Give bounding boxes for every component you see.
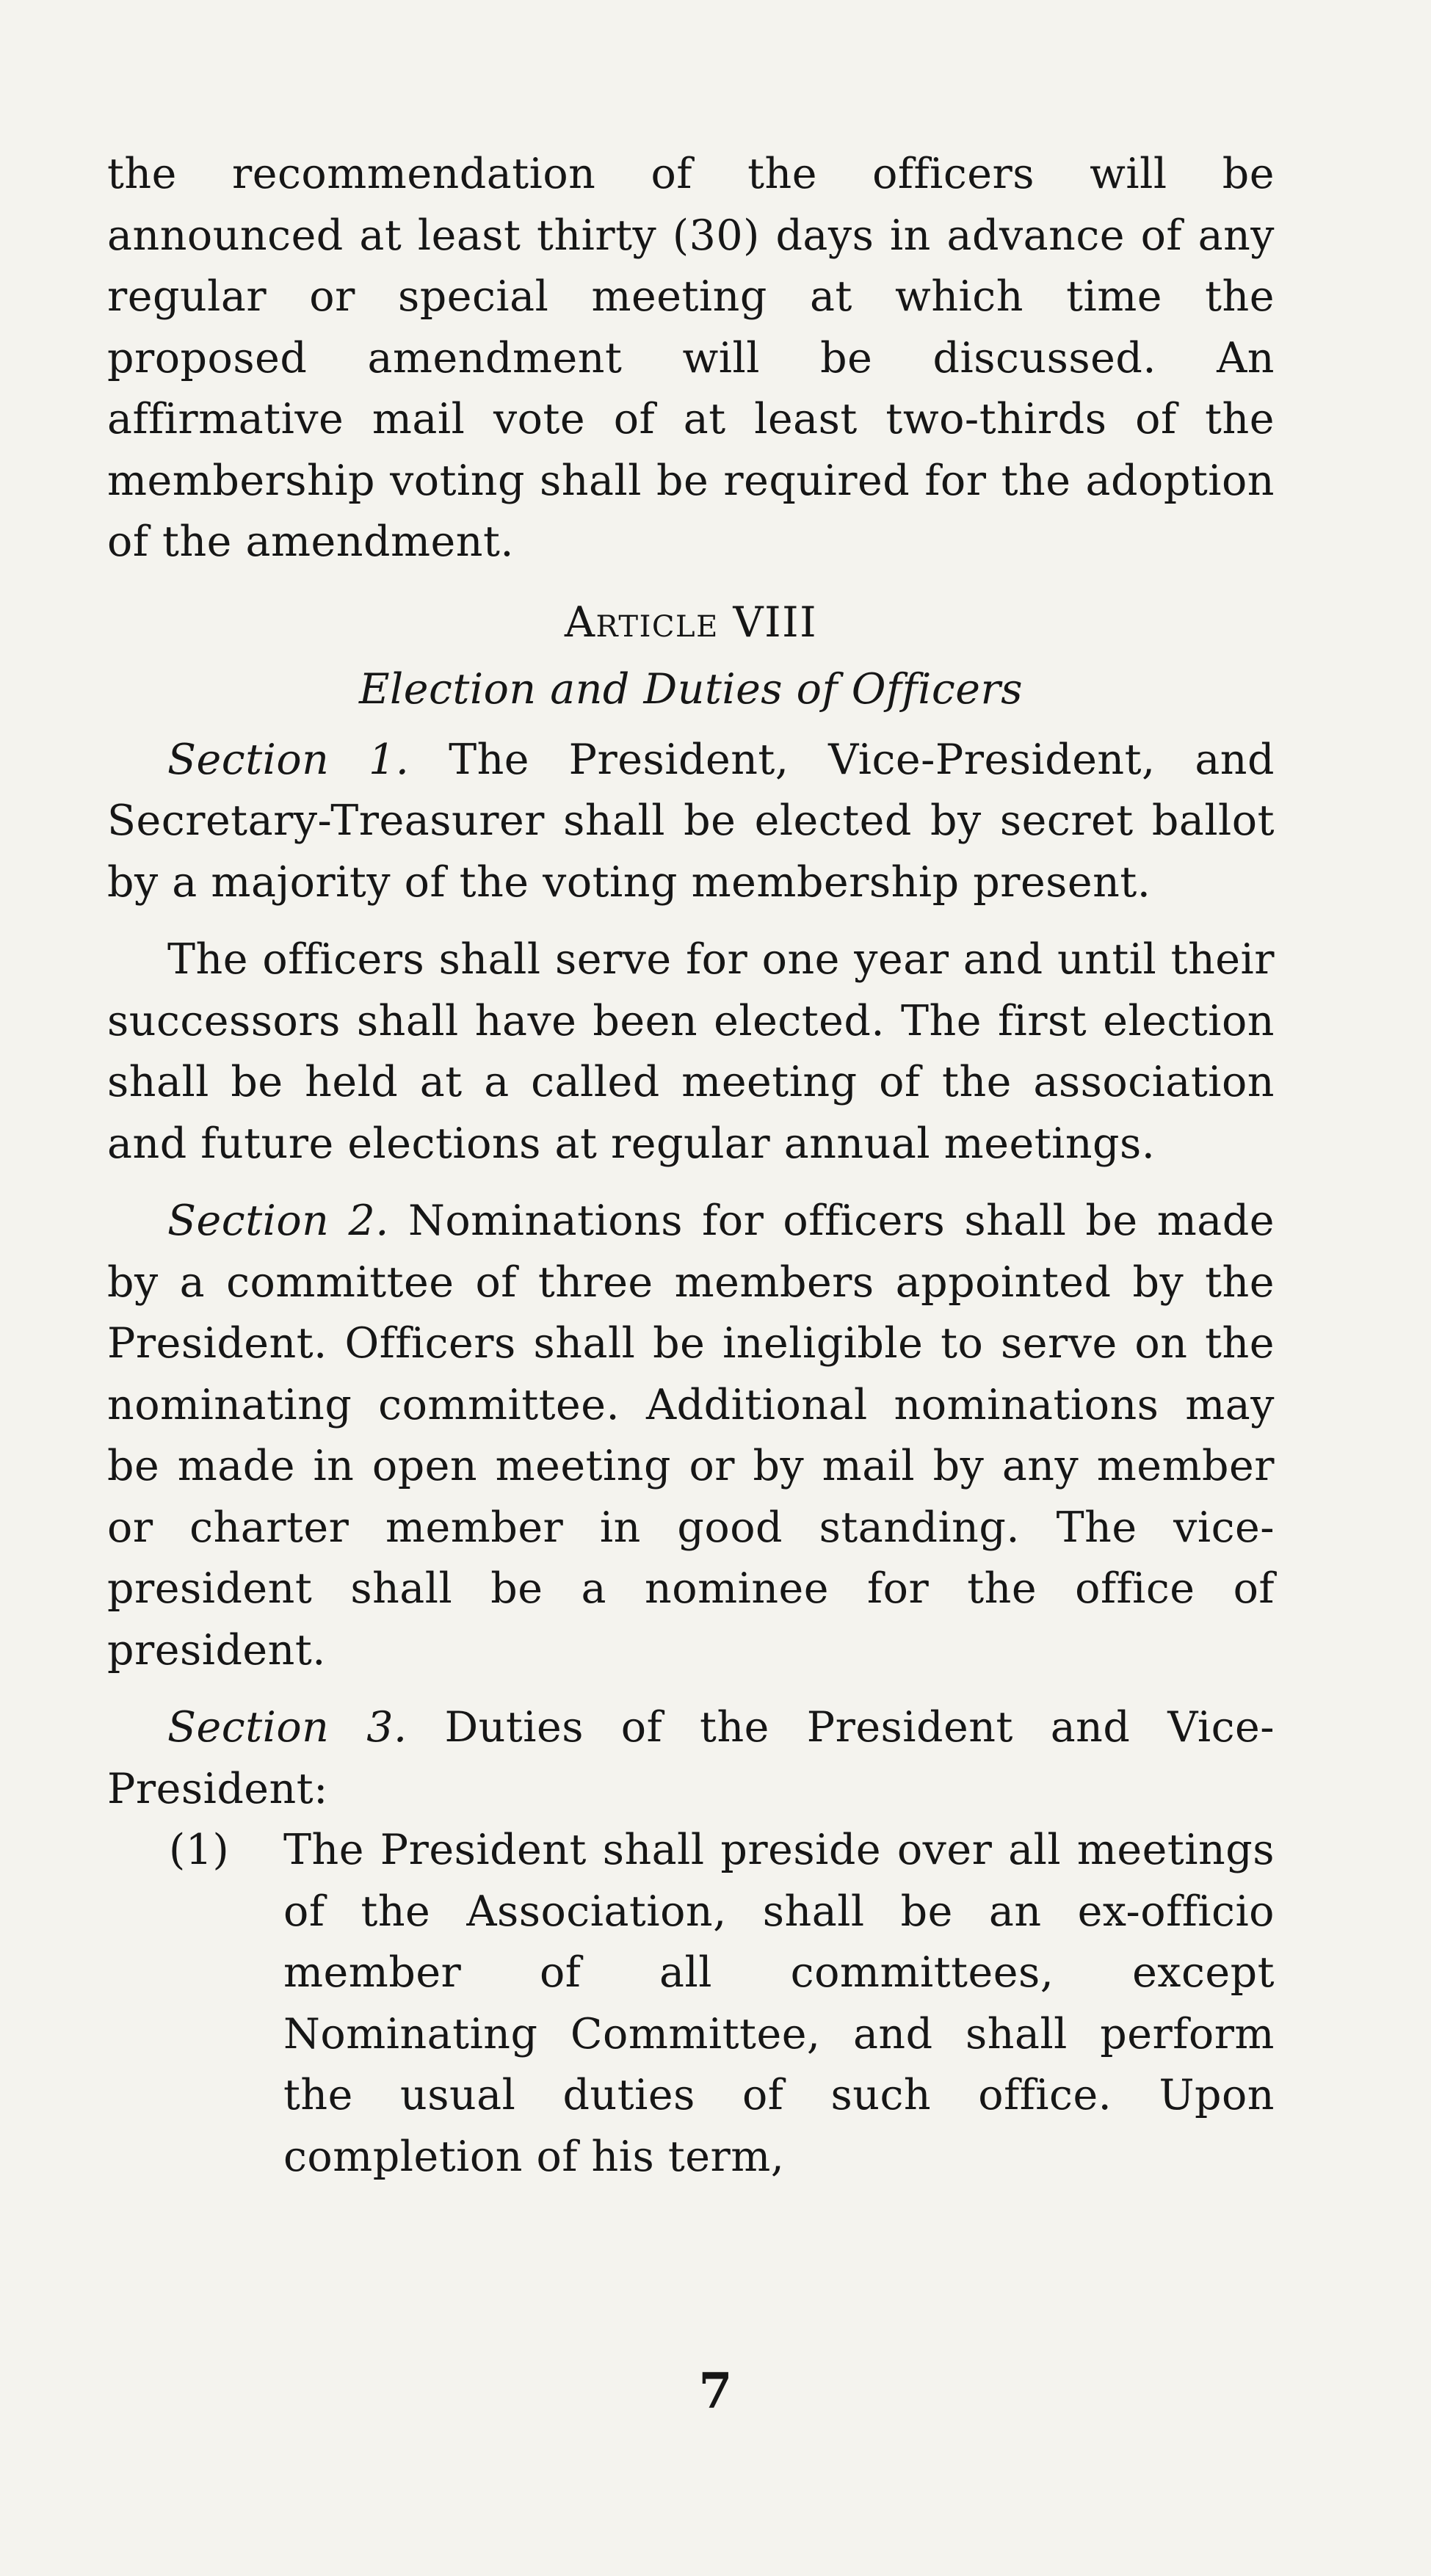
section-3-item-1-text: The President shall preside over all meetings of the Association, shall be an ex-officio member of all committees, except Nominating Committee, and shall perform the usual duties of such office. Upon completion of his term,	[283, 1826, 1275, 2181]
intro-paragraph: the recommendation of the officers will be announced at least thirty (30) days in advance of any regular or special meeting at which time the proposed amendment will be discussed. An affirmative mail vote of at least two-thirds of the membership voting shall be required for the adoption of the amendment.	[107, 150, 1275, 566]
section-2-paragraph	[107, 1191, 1275, 1681]
section-3-paragraph	[107, 1697, 1275, 1820]
article-title: Election and Duties of Officers	[358, 665, 1024, 714]
page-number: 7	[698, 2362, 733, 2420]
section-3-text: Duties of the President and Vice-President:	[107, 1703, 1275, 1813]
document-page	[107, 144, 1275, 2188]
section-3-item-1	[107, 1820, 1275, 2188]
article-label: Article VIII	[564, 598, 818, 647]
section-2-text: Nominations for officers shall be made by a committee of three members appointed by the President. Officers shall be ineligible to serve on the nominating committee. Additional nominations may be made in open meeting or by mail by any member or charter member in good standing. The vice-president shall be a nominee for the office of president.	[107, 1197, 1275, 1675]
section-1-label: Section 1.	[167, 735, 410, 784]
section-1-paragraph-2: The officers shall serve for one year and until their successors shall have been elected. The first election shall be held at a called meeting of the association and future elections at regular annual meetings.	[107, 935, 1275, 1168]
article-heading	[107, 592, 1275, 654]
section-1-paragraph	[107, 730, 1275, 914]
section-3-label: Section 3.	[167, 1703, 407, 1752]
section-3-item-1-number: (1)	[169, 1826, 230, 1874]
section-1-text: The President, Vice-President, and Secretary-Treasurer shall be elected by secret ballot by a majority of the voting membership present.	[107, 735, 1275, 907]
section-2-label: Section 2.	[167, 1197, 389, 1245]
